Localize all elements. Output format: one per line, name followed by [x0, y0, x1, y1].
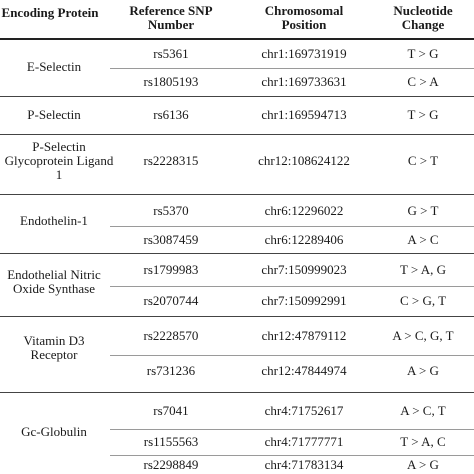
snp-cell — [116, 40, 226, 68]
change-value: C > G, T — [399, 293, 447, 308]
protein-cell — [0, 414, 122, 450]
position-value: chr6:12289406 — [264, 232, 344, 247]
header-nucleotide-change-line1: Nucleotide — [393, 3, 453, 18]
header-nucleotide-change-line2: Change — [401, 17, 445, 32]
change-value: A > C, G, T — [392, 328, 454, 343]
snp-cell — [116, 196, 226, 226]
position-cell — [236, 356, 372, 386]
snp-value: rs2070744 — [143, 293, 199, 308]
position-value: chr7:150992991 — [261, 293, 347, 308]
protein-label: Endothelin-1 — [20, 213, 88, 228]
snp-cell — [116, 430, 226, 454]
group-divider — [0, 253, 474, 254]
snp-value: rs1155563 — [143, 434, 199, 449]
change-value: A > C, T — [400, 403, 446, 418]
header-reference-snp — [106, 0, 236, 36]
position-cell — [236, 227, 372, 253]
header-reference-snp-line2: Number — [147, 17, 195, 32]
protein-label: Gc-Globulin — [21, 424, 87, 439]
protein-cell — [0, 326, 122, 370]
snp-cell — [116, 97, 226, 133]
change-value: C > A — [407, 74, 439, 89]
position-value: chr12:47844974 — [261, 363, 347, 378]
position-value: chr4:71752617 — [264, 403, 344, 418]
position-value: chr7:150999023 — [261, 262, 347, 277]
position-cell — [236, 287, 372, 315]
change-cell — [372, 135, 474, 187]
snp-value: rs2228315 — [143, 153, 199, 168]
protein-label: P-Selectin Glycoprotein Ligand 1 — [4, 139, 114, 182]
snp-cell — [116, 69, 226, 95]
position-value: chr1:169594713 — [261, 107, 347, 122]
position-value: chr12:108624122 — [258, 153, 350, 168]
snp-cell — [116, 318, 226, 354]
snp-cell — [116, 356, 226, 386]
change-value: A > G — [407, 457, 439, 472]
position-cell — [236, 40, 372, 68]
snp-cell — [116, 227, 226, 253]
position-cell — [236, 318, 372, 354]
change-value: T > G — [407, 46, 439, 61]
change-cell — [372, 40, 474, 68]
change-value: T > A, G — [399, 262, 447, 277]
snp-value: rs2298849 — [143, 457, 199, 472]
change-value: A > G — [407, 363, 439, 378]
snp-value: rs7041 — [153, 403, 189, 418]
position-cell — [236, 456, 372, 474]
change-cell — [372, 255, 474, 285]
protein-label: E-Selectin — [26, 59, 82, 74]
protein-label: Vitamin D3 Receptor — [23, 333, 85, 362]
protein-label: Endothelial Nitric Oxide Synthase — [7, 267, 101, 296]
position-value: chr1:169733631 — [261, 74, 347, 89]
snp-cell — [116, 135, 226, 187]
protein-cell — [0, 258, 122, 306]
snp-value: rs1805193 — [143, 74, 199, 89]
group-divider — [0, 392, 474, 393]
protein-cell — [0, 40, 122, 94]
protein-cell — [0, 97, 122, 133]
change-cell — [372, 430, 474, 454]
protein-label: P-Selectin — [27, 107, 81, 122]
position-cell — [236, 430, 372, 454]
snp-cell — [116, 394, 226, 428]
snp-cell — [116, 287, 226, 315]
snp-value: rs3087459 — [143, 232, 199, 247]
header-nucleotide-change — [372, 0, 474, 36]
snp-value: rs6136 — [153, 107, 189, 122]
position-value: chr1:169731919 — [261, 46, 347, 61]
header-chromosomal-position-line2: Position — [281, 17, 327, 32]
change-value: A > C — [407, 232, 439, 247]
snp-value: rs731236 — [146, 363, 196, 378]
change-cell — [372, 227, 474, 253]
protein-cell — [0, 135, 122, 187]
position-cell — [236, 69, 372, 95]
change-cell — [372, 318, 474, 354]
snp-value: rs5361 — [153, 46, 189, 61]
position-value: chr4:71783134 — [264, 457, 344, 472]
snp-value: rs1799983 — [143, 262, 199, 277]
header-encoding-protein — [0, 2, 120, 24]
change-cell — [372, 97, 474, 133]
header-encoding-protein-text: Encoding Protein — [1, 5, 99, 20]
snp-cell — [116, 255, 226, 285]
group-divider — [0, 194, 474, 195]
group-divider — [0, 316, 474, 317]
change-cell — [372, 196, 474, 226]
position-value: chr6:12296022 — [264, 203, 344, 218]
change-cell — [372, 287, 474, 315]
snp-value: rs2228570 — [143, 328, 199, 343]
position-cell — [236, 196, 372, 226]
header-chromosomal-position — [236, 0, 372, 36]
position-cell — [236, 394, 372, 428]
change-value: T > A, C — [400, 434, 446, 449]
position-cell — [236, 135, 372, 187]
change-cell — [372, 69, 474, 95]
position-cell — [236, 97, 372, 133]
change-cell — [372, 394, 474, 428]
header-reference-snp-line1: Reference SNP — [129, 3, 213, 18]
change-cell — [372, 456, 474, 474]
snp-value: rs5370 — [153, 203, 189, 218]
change-value: G > T — [407, 203, 439, 218]
snp-cell — [116, 456, 226, 474]
protein-cell — [0, 200, 122, 242]
position-cell — [236, 255, 372, 285]
change-value: T > G — [407, 107, 439, 122]
position-value: chr12:47879112 — [261, 328, 347, 343]
position-value: chr4:71777771 — [264, 434, 344, 449]
header-chromosomal-position-line1: Chromosomal — [264, 3, 344, 18]
change-value: C > T — [407, 153, 439, 168]
change-cell — [372, 356, 474, 386]
